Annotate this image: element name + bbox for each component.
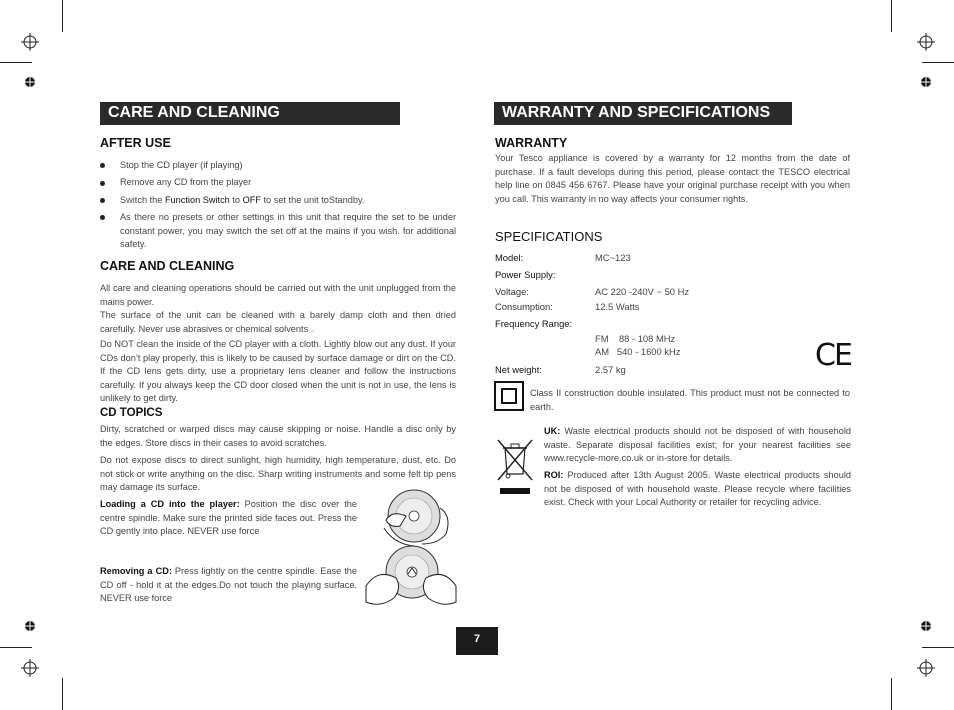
class2-text: Class II construction double insulated. This product must not be connected to earth. <box>530 388 850 412</box>
removing-cd-text: Removing a CD: Press lightly on the centre spindle. Ease the CD off - hold it at the edges.Do not touch the playing surface. NEVER use force <box>100 566 357 603</box>
care-heading: CARE AND CLEANING <box>100 259 235 273</box>
spec-frequency-label: Frequency Range: <box>495 318 573 329</box>
warranty-banner: WARRANTY AND SPECIFICATIONS <box>494 102 792 125</box>
care-paragraph: The surface of the unit can be cleaned with a barely damp cloth and then dried carefully. Never use abrasives or chemical solvents . <box>100 310 456 334</box>
warranty-heading: WARRANTY <box>495 136 568 150</box>
registration-dot-icon <box>24 76 36 88</box>
bullet-icon <box>100 181 105 186</box>
crosshair-icon <box>917 659 935 677</box>
spec-power-label: Power Supply: <box>495 269 556 280</box>
spec-consumption-label: Consumption: <box>495 301 553 312</box>
ce-mark: CE <box>815 338 851 373</box>
hand-holding-cd-icon <box>376 488 456 548</box>
registration-dot-icon <box>920 620 932 632</box>
bullet-icon <box>100 163 105 168</box>
spec-weight-label: Net weight: <box>495 364 542 375</box>
specs-heading: SPECIFICATIONS <box>495 229 603 244</box>
after-use-heading: AFTER USE <box>100 136 171 150</box>
crossed-bin-icon <box>494 436 536 496</box>
double-square-icon <box>494 381 524 411</box>
page-number: 7 <box>456 627 498 655</box>
hand-holding-cd-icon <box>362 542 460 612</box>
after-use-item: Switch the Function Switch to OFF to set the unit toStandby. <box>120 195 365 205</box>
crosshair-icon <box>917 33 935 51</box>
registration-dot-icon <box>920 76 932 88</box>
after-use-item: As there no presets or other settings in this unit that require the set to be under constant power, you may switch the set off at the mains if you wish. for additional safety. <box>120 212 456 249</box>
after-use-item: Remove any CD from the player <box>120 177 252 187</box>
spec-model-label: Model: <box>495 252 524 263</box>
bullet-icon <box>100 215 105 220</box>
after-use-item: Stop the CD player (if playing) <box>120 160 243 170</box>
care-banner: CARE AND CLEANING <box>100 102 400 125</box>
spec-am-value: AM 540 - 1600 kHz <box>595 346 681 357</box>
spec-fm-value: FM 88 - 108 MHz <box>595 333 676 344</box>
spec-consumption-value: 12.5 Watts <box>595 301 640 312</box>
crosshair-icon <box>21 33 39 51</box>
spec-voltage-value: AC 220 -240V ~ 50 Hz <box>595 286 690 297</box>
crosshair-icon <box>21 659 39 677</box>
bullet-icon <box>100 198 105 203</box>
weee-roi-text: ROI: Produced after 13th August 2005. Waste electrical products should not be disposed of with household waste. Please recycle where facilities exist. Check with your Local Authority or retailer for recycling advice. <box>544 470 851 507</box>
warranty-text: Your Tesco appliance is covered by a warranty for 12 months from the date of purchase. If a fault develops during this period, please contact the TESCO electrical help line on 0845 456 6767. Please have your original purchase receipt with you when you call. This warranty in no way affects your consumer rights. <box>495 153 850 204</box>
cd-topics-heading: CD TOPICS <box>100 407 163 419</box>
cd-topics-paragraph: Do not expose discs to direct sunlight, high humidity, high temperature, dust, etc. Do not stick or write anything on the disc. Sharp writing instruments and some felt tip pens may damage its surface. <box>100 455 456 492</box>
loading-cd-text: Loading a CD into the player: Position the disc over the centre spindle. Make sure the printed side faces out. Press the CD gently into place. NEVER use force <box>100 499 357 536</box>
care-paragraph: All care and cleaning operations should be carried out with the unit unplugged from the mains power. <box>100 283 456 307</box>
care-paragraph: Do NOT clean the inside of the CD player with a cloth. Lightly blow out any dust. If your CDs don’t play properly, this is likely to be caused by surface damage or dirt on the CD. If the CD lens gets dirty, use a proprietary lens cleaner and follow the instructions carefully. If you always keep the CD door closed when the unit is not in use, the lens is unlikely to get dirty. <box>100 339 456 403</box>
weee-uk-text: UK: Waste electrical products should not be disposed of with household waste. Separate disposal facilities exist; for your nearest facilities see www.recycle-more.co.uk or in-store for details. <box>544 426 851 463</box>
spec-weight-value: 2.57 kg <box>595 364 626 375</box>
spec-voltage-label: Voltage: <box>495 286 529 297</box>
cd-topics-paragraph: Dirty, scratched or warped discs may cause skipping or noise. Handle a disc only by the edges. Store discs in their cases to avoid scratches. <box>100 424 456 448</box>
registration-dot-icon <box>24 620 36 632</box>
spec-model-value: MC~123 <box>595 252 631 263</box>
